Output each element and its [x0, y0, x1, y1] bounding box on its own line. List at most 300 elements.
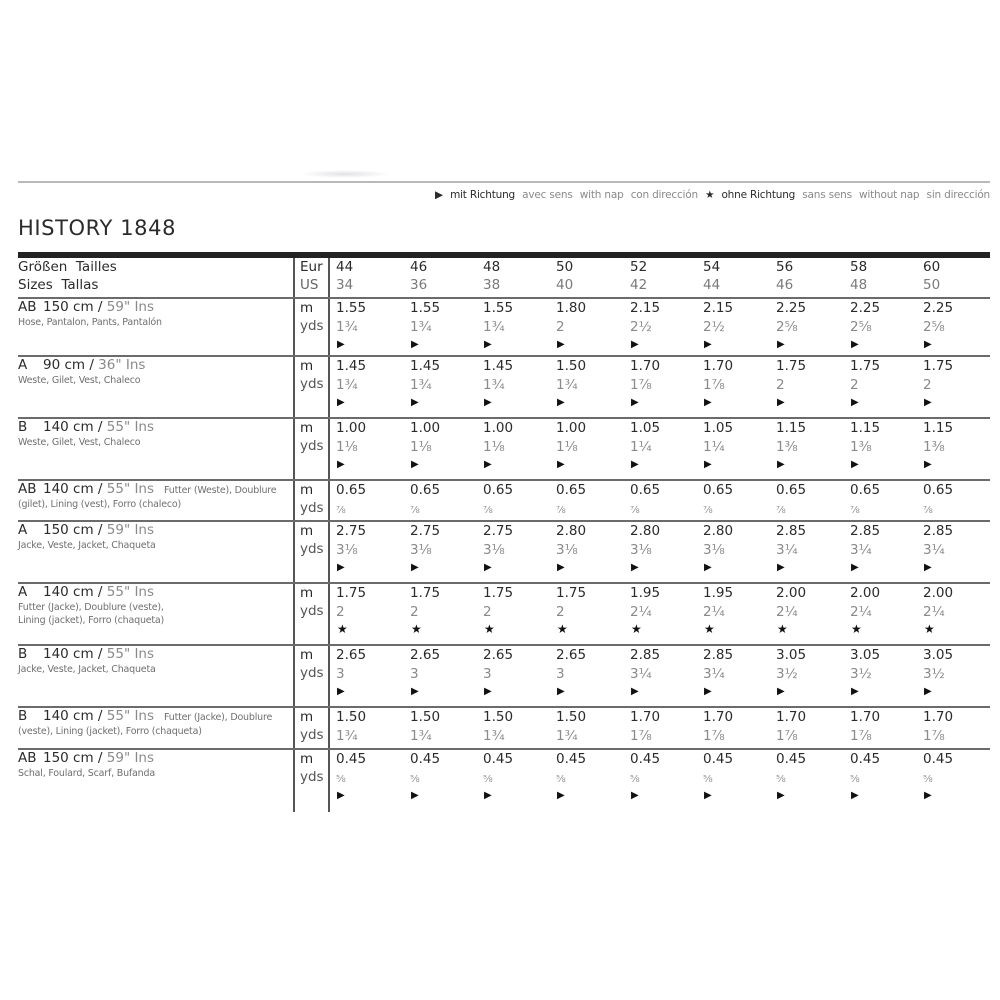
- with-nap-icon: ▶: [851, 459, 859, 470]
- meters-value: 2.00: [850, 585, 881, 601]
- unit-yds: yds: [300, 438, 324, 454]
- yards-value: 1⅛: [483, 439, 505, 455]
- with-nap-icon: ▶: [924, 562, 932, 573]
- yards-value: 1¾: [556, 728, 578, 744]
- meters-value: 2.25: [923, 300, 954, 316]
- with-nap-icon: ▶: [557, 459, 565, 470]
- eur-size: 60: [923, 259, 941, 275]
- yards-value: 3¼: [850, 542, 872, 558]
- meters-value: 2.85: [776, 523, 807, 539]
- garment-desc: Jacke, Veste, Jacket, Chaqueta: [18, 540, 156, 551]
- yards-value: 2⅝: [850, 319, 872, 335]
- size-column-divider: [328, 258, 330, 812]
- with-nap-icon: ▶: [484, 686, 492, 697]
- yards-value: 2⅝: [776, 319, 798, 335]
- with-nap-icon: ▶: [777, 339, 785, 350]
- with-nap-icon: ▶: [411, 686, 419, 697]
- yards-value: 1⅞: [630, 728, 652, 744]
- yards-value: ⅞: [630, 505, 640, 516]
- yards-value: ⅝: [923, 774, 933, 785]
- page-title: HISTORY 1848: [18, 216, 177, 240]
- meters-value: 1.55: [483, 300, 514, 316]
- meters-value: 1.75: [483, 585, 514, 601]
- with-nap-icon: ▶: [777, 562, 785, 573]
- yards-value: ⅞: [336, 505, 346, 516]
- yards-value: 1¾: [410, 319, 432, 335]
- yards-value: 3: [336, 666, 345, 682]
- garment-desc-inline: Futter (Weste), Doublure: [164, 485, 277, 496]
- yards-value: ⅝: [776, 774, 786, 785]
- yards-value: 2: [850, 377, 859, 393]
- unit-m: m: [300, 482, 314, 498]
- fabric-width-in: 36" Ins: [93, 357, 146, 373]
- unit-m: m: [300, 585, 314, 601]
- with-nap-icon: ▶: [851, 562, 859, 573]
- meters-value: 1.70: [923, 709, 954, 725]
- meters-value: 1.05: [703, 420, 734, 436]
- yards-value: 2: [483, 604, 492, 620]
- unit-yds: yds: [300, 541, 324, 557]
- fabric-width-cm: 90 cm /: [43, 357, 94, 373]
- meters-value: 0.45: [410, 751, 441, 767]
- eur-size: 44: [336, 259, 354, 275]
- us-size: 36: [410, 277, 428, 293]
- with-nap-icon: ▶: [557, 790, 565, 801]
- yards-value: 2½: [703, 319, 725, 335]
- garment-desc-inline: Futter (Jacke), Doublure: [164, 712, 273, 723]
- meters-value: 0.45: [850, 751, 881, 767]
- yards-value: ⅞: [923, 505, 933, 516]
- with-nap-icon: ▶: [435, 189, 443, 201]
- row-divider: [18, 582, 990, 584]
- without-nap-es: sin dirección: [926, 189, 990, 201]
- meters-value: 2.75: [410, 523, 441, 539]
- meters-value: 0.65: [630, 482, 661, 498]
- meters-value: 1.75: [850, 358, 881, 374]
- yards-value: ⅞: [483, 505, 493, 516]
- with-nap-icon: ▶: [777, 397, 785, 408]
- meters-value: 2.65: [483, 647, 514, 663]
- yards-value: 1⅞: [850, 728, 872, 744]
- without-nap-icon: ★: [924, 622, 935, 636]
- meters-value: 1.05: [630, 420, 661, 436]
- meters-value: 2.15: [703, 300, 734, 316]
- yards-value: 1¾: [336, 377, 358, 393]
- with-nap-icon: ▶: [777, 459, 785, 470]
- without-nap-icon: ★: [851, 622, 862, 636]
- yards-value: 1¾: [410, 728, 432, 744]
- meters-value: 2.00: [923, 585, 954, 601]
- garment-desc: Weste, Gilet, Vest, Chaleco: [18, 437, 141, 448]
- meters-value: 1.75: [923, 358, 954, 374]
- fabric-width-in: 55" Ins: [102, 481, 155, 497]
- yards-value: 1¼: [703, 439, 725, 455]
- without-nap-icon: ★: [484, 622, 495, 636]
- row-divider: [18, 297, 990, 299]
- us-size: 40: [556, 277, 574, 293]
- yards-value: 1¾: [556, 377, 578, 393]
- with-nap-icon: ▶: [704, 686, 712, 697]
- yards-value: 2¼: [923, 604, 945, 620]
- unit-yds: yds: [300, 769, 324, 785]
- meters-value: 2.85: [703, 647, 734, 663]
- fabric-width-cm: 150 cm /: [43, 750, 103, 766]
- fabric-width-in: 59" Ins: [102, 750, 155, 766]
- us-size: 42: [630, 277, 648, 293]
- with-nap-icon: ▶: [337, 459, 345, 470]
- us-size: 34: [336, 277, 354, 293]
- yards-value: ⅞: [556, 505, 566, 516]
- yards-value: 2¼: [703, 604, 725, 620]
- yards-value: ⅝: [336, 774, 346, 785]
- meters-value: 0.65: [336, 482, 367, 498]
- view-code: B: [18, 708, 28, 724]
- yards-value: 3⅛: [336, 542, 358, 558]
- meters-value: 2.80: [630, 523, 661, 539]
- meters-value: 1.55: [336, 300, 367, 316]
- meters-value: 2.25: [850, 300, 881, 316]
- fabric-label: [18, 299, 154, 315]
- yards-value: 3⅛: [556, 542, 578, 558]
- yards-value: 3½: [850, 666, 872, 682]
- fabric-width-cm: 150 cm /: [43, 522, 103, 538]
- with-nap-icon: ▶: [337, 397, 345, 408]
- yards-value: 3: [483, 666, 492, 682]
- with-nap-icon: ▶: [704, 790, 712, 801]
- yards-value: 3¼: [703, 666, 725, 682]
- with-nap-icon: ▶: [631, 459, 639, 470]
- fabric-width-cm: 140 cm /: [43, 481, 103, 497]
- meters-value: 1.95: [630, 585, 661, 601]
- garment-desc: Futter (Jacke), Doublure (veste),: [18, 602, 164, 613]
- meters-value: 1.75: [556, 585, 587, 601]
- garment-desc: (veste), Lining (jacket), Forro (chaqueta): [18, 726, 202, 737]
- fabric-width-cm: 140 cm /: [43, 708, 103, 724]
- yards-value: 1⅞: [776, 728, 798, 744]
- meters-value: 0.45: [923, 751, 954, 767]
- unit-yds: yds: [300, 500, 324, 516]
- meters-value: 2.85: [850, 523, 881, 539]
- eur-size: 56: [776, 259, 794, 275]
- unit-m: m: [300, 300, 314, 316]
- yards-value: 1⅞: [703, 377, 725, 393]
- meters-value: 0.65: [556, 482, 587, 498]
- without-nap-icon: ★: [557, 622, 568, 636]
- yards-value: 2½: [630, 319, 652, 335]
- meters-value: 2.80: [703, 523, 734, 539]
- yards-value: ⅞: [850, 505, 860, 516]
- fabric-width-in: 59" Ins: [102, 299, 155, 315]
- eur-size: 50: [556, 259, 574, 275]
- yards-value: 2¼: [776, 604, 798, 620]
- meters-value: 1.50: [556, 709, 587, 725]
- page-shadow: [300, 170, 390, 178]
- with-nap-icon: ▶: [924, 339, 932, 350]
- fabric-label: [18, 419, 154, 435]
- yards-value: 3¼: [630, 666, 652, 682]
- meters-value: 1.15: [923, 420, 954, 436]
- yards-value: 1⅜: [923, 439, 945, 455]
- with-nap-icon: ▶: [337, 562, 345, 573]
- sizes-label-line2: Sizes Tallas: [18, 277, 99, 293]
- yards-value: 3¼: [923, 542, 945, 558]
- row-divider: [18, 748, 990, 750]
- meters-value: 1.95: [703, 585, 734, 601]
- fabric-label: [18, 750, 154, 766]
- with-nap-icon: ▶: [924, 790, 932, 801]
- row-divider: [18, 417, 990, 419]
- with-nap-icon: ▶: [484, 397, 492, 408]
- with-nap-icon: ▶: [631, 562, 639, 573]
- view-code: B: [18, 419, 28, 435]
- yards-value: 1⅛: [556, 439, 578, 455]
- yards-value: ⅞: [776, 505, 786, 516]
- meters-value: 1.50: [410, 709, 441, 725]
- with-nap-icon: ▶: [631, 686, 639, 697]
- fabric-label: [18, 584, 154, 600]
- meters-value: 1.15: [850, 420, 881, 436]
- with-nap-icon: ▶: [337, 790, 345, 801]
- yards-value: 2: [923, 377, 932, 393]
- eur-size: 52: [630, 259, 648, 275]
- with-nap-icon: ▶: [704, 562, 712, 573]
- fabric-width-in: 55" Ins: [102, 419, 155, 435]
- without-nap-icon: ★: [705, 189, 715, 201]
- meters-value: 2.65: [410, 647, 441, 663]
- with-nap-icon: ▶: [851, 790, 859, 801]
- fabric-label: [18, 481, 276, 497]
- with-nap-icon: ▶: [411, 790, 419, 801]
- with-nap-icon: ▶: [484, 790, 492, 801]
- nap-legend: [431, 189, 990, 201]
- view-code: AB: [18, 481, 37, 497]
- garment-desc: Jacke, Veste, Jacket, Chaqueta: [18, 664, 156, 675]
- fabric-width-in: 55" Ins: [102, 708, 155, 724]
- meters-value: 2.85: [630, 647, 661, 663]
- garment-desc-line2: Lining (jacket), Forro (chaqueta): [18, 615, 165, 626]
- meters-value: 0.45: [483, 751, 514, 767]
- yards-value: 2: [556, 604, 565, 620]
- meters-value: 1.00: [336, 420, 367, 436]
- unit-m: m: [300, 523, 314, 539]
- meters-value: 0.45: [776, 751, 807, 767]
- yards-value: ⅝: [630, 774, 640, 785]
- yards-value: 1⅞: [630, 377, 652, 393]
- garment-desc: Schal, Foulard, Scarf, Bufanda: [18, 768, 155, 779]
- yards-value: ⅝: [483, 774, 493, 785]
- eur-size: 48: [483, 259, 501, 275]
- with-nap-icon: ▶: [631, 790, 639, 801]
- with-nap-icon: ▶: [557, 397, 565, 408]
- view-code: A: [18, 522, 28, 538]
- without-nap-icon: ★: [631, 622, 642, 636]
- us-size: 46: [776, 277, 794, 293]
- yards-value: 1¾: [483, 377, 505, 393]
- yards-value: 3½: [776, 666, 798, 682]
- top-divider: [18, 181, 990, 183]
- meters-value: 1.45: [336, 358, 367, 374]
- yards-value: 1⅞: [923, 728, 945, 744]
- meters-value: 0.65: [776, 482, 807, 498]
- row-divider: [18, 355, 990, 357]
- with-nap-icon: ▶: [924, 397, 932, 408]
- yards-value: 1¾: [483, 319, 505, 335]
- meters-value: 3.05: [776, 647, 807, 663]
- meters-value: 1.75: [336, 585, 367, 601]
- fabric-width-in: 55" Ins: [102, 646, 155, 662]
- with-nap-icon: ▶: [484, 339, 492, 350]
- with-nap-es: con dirección: [630, 189, 698, 201]
- with-nap-icon: ▶: [704, 397, 712, 408]
- meters-value: 0.45: [336, 751, 367, 767]
- meters-value: 0.65: [923, 482, 954, 498]
- yards-value: ⅞: [703, 505, 713, 516]
- unit-m: m: [300, 751, 314, 767]
- unit-yds: yds: [300, 665, 324, 681]
- yards-value: 2: [410, 604, 419, 620]
- meters-value: 2.00: [776, 585, 807, 601]
- meters-value: 0.45: [630, 751, 661, 767]
- yards-value: 3⅛: [630, 542, 652, 558]
- yards-value: ⅞: [410, 505, 420, 516]
- yards-value: 1¾: [410, 377, 432, 393]
- with-nap-icon: ▶: [411, 459, 419, 470]
- with-nap-icon: ▶: [484, 562, 492, 573]
- meters-value: 1.00: [556, 420, 587, 436]
- meters-value: 1.50: [556, 358, 587, 374]
- unit-m: m: [300, 420, 314, 436]
- meters-value: 2.80: [556, 523, 587, 539]
- garment-desc: Weste, Gilet, Vest, Chaleco: [18, 375, 141, 386]
- yards-value: 3¼: [776, 542, 798, 558]
- meters-value: 2.65: [556, 647, 587, 663]
- view-code: AB: [18, 750, 37, 766]
- unit-m: m: [300, 358, 314, 374]
- yards-value: ⅝: [703, 774, 713, 785]
- meters-value: 2.65: [336, 647, 367, 663]
- meters-value: 0.65: [703, 482, 734, 498]
- meters-value: 1.45: [483, 358, 514, 374]
- with-nap-icon: ▶: [924, 686, 932, 697]
- with-nap-en: with nap: [579, 189, 624, 201]
- with-nap-icon: ▶: [411, 339, 419, 350]
- unit-m: m: [300, 647, 314, 663]
- with-nap-icon: ▶: [557, 339, 565, 350]
- meters-value: 0.45: [556, 751, 587, 767]
- unit-yds: yds: [300, 318, 324, 334]
- yards-value: 1⅞: [703, 728, 725, 744]
- yards-value: ⅝: [410, 774, 420, 785]
- yards-value: ⅝: [850, 774, 860, 785]
- meters-value: 1.70: [776, 709, 807, 725]
- yards-value: 3⅛: [703, 542, 725, 558]
- eur-size: 54: [703, 259, 721, 275]
- us-label: US: [300, 277, 319, 293]
- fabric-width-cm: 140 cm /: [43, 584, 103, 600]
- view-code: B: [18, 646, 28, 662]
- yards-value: 2: [776, 377, 785, 393]
- meters-value: 0.45: [703, 751, 734, 767]
- yards-value: 1⅜: [850, 439, 872, 455]
- with-nap-icon: ▶: [557, 562, 565, 573]
- yards-value: 3: [410, 666, 419, 682]
- with-nap-icon: ▶: [777, 790, 785, 801]
- with-nap-icon: ▶: [851, 339, 859, 350]
- yards-value: 2: [556, 319, 565, 335]
- yards-value: 3⅛: [410, 542, 432, 558]
- meters-value: 1.70: [630, 358, 661, 374]
- unit-yds: yds: [300, 727, 324, 743]
- yards-value: 2¼: [850, 604, 872, 620]
- without-nap-icon: ★: [337, 622, 348, 636]
- meters-value: 1.50: [336, 709, 367, 725]
- fabric-label: [18, 708, 272, 724]
- yards-value: 1¾: [336, 728, 358, 744]
- meters-value: 3.05: [923, 647, 954, 663]
- us-size: 44: [703, 277, 721, 293]
- us-size: 38: [483, 277, 501, 293]
- fabric-width-cm: 140 cm /: [43, 646, 103, 662]
- meters-value: 0.65: [483, 482, 514, 498]
- with-nap-icon: ▶: [851, 686, 859, 697]
- yards-value: 2⅝: [923, 319, 945, 335]
- yards-value: 1⅛: [410, 439, 432, 455]
- yards-value: 3: [556, 666, 565, 682]
- meters-value: 1.00: [410, 420, 441, 436]
- unit-column-divider: [293, 258, 295, 812]
- view-code: A: [18, 584, 28, 600]
- row-divider: [18, 520, 990, 522]
- yards-value: 1¼: [630, 439, 652, 455]
- meters-value: 2.75: [336, 523, 367, 539]
- fabric-label: [18, 522, 154, 538]
- without-nap-icon: ★: [704, 622, 715, 636]
- meters-value: 1.00: [483, 420, 514, 436]
- with-nap-fr: avec sens: [522, 189, 573, 201]
- garment-desc: Hose, Pantalon, Pants, Pantalón: [18, 317, 162, 328]
- fabric-label: [18, 646, 154, 662]
- with-nap-icon: ▶: [484, 459, 492, 470]
- with-nap-icon: ▶: [777, 686, 785, 697]
- yards-value: 2: [336, 604, 345, 620]
- with-nap-icon: ▶: [557, 686, 565, 697]
- meters-value: 1.75: [776, 358, 807, 374]
- yards-value: 3½: [923, 666, 945, 682]
- meters-value: 1.55: [410, 300, 441, 316]
- meters-value: 1.75: [410, 585, 441, 601]
- meters-value: 0.65: [850, 482, 881, 498]
- meters-value: 1.15: [776, 420, 807, 436]
- yards-value: 1⅛: [336, 439, 358, 455]
- meters-value: 1.70: [850, 709, 881, 725]
- table-top-bar: [18, 252, 990, 258]
- eur-size: 58: [850, 259, 868, 275]
- meters-value: 1.70: [703, 709, 734, 725]
- with-nap-icon: ▶: [851, 397, 859, 408]
- meters-value: 0.65: [410, 482, 441, 498]
- unit-yds: yds: [300, 376, 324, 392]
- yards-value: ⅝: [556, 774, 566, 785]
- view-code: A: [18, 357, 28, 373]
- with-nap-icon: ▶: [924, 459, 932, 470]
- without-nap-en: without nap: [859, 189, 920, 201]
- meters-value: 2.75: [483, 523, 514, 539]
- with-nap-icon: ▶: [337, 686, 345, 697]
- with-nap-icon: ▶: [337, 339, 345, 350]
- meters-value: 1.70: [703, 358, 734, 374]
- meters-value: 1.80: [556, 300, 587, 316]
- meters-value: 1.45: [410, 358, 441, 374]
